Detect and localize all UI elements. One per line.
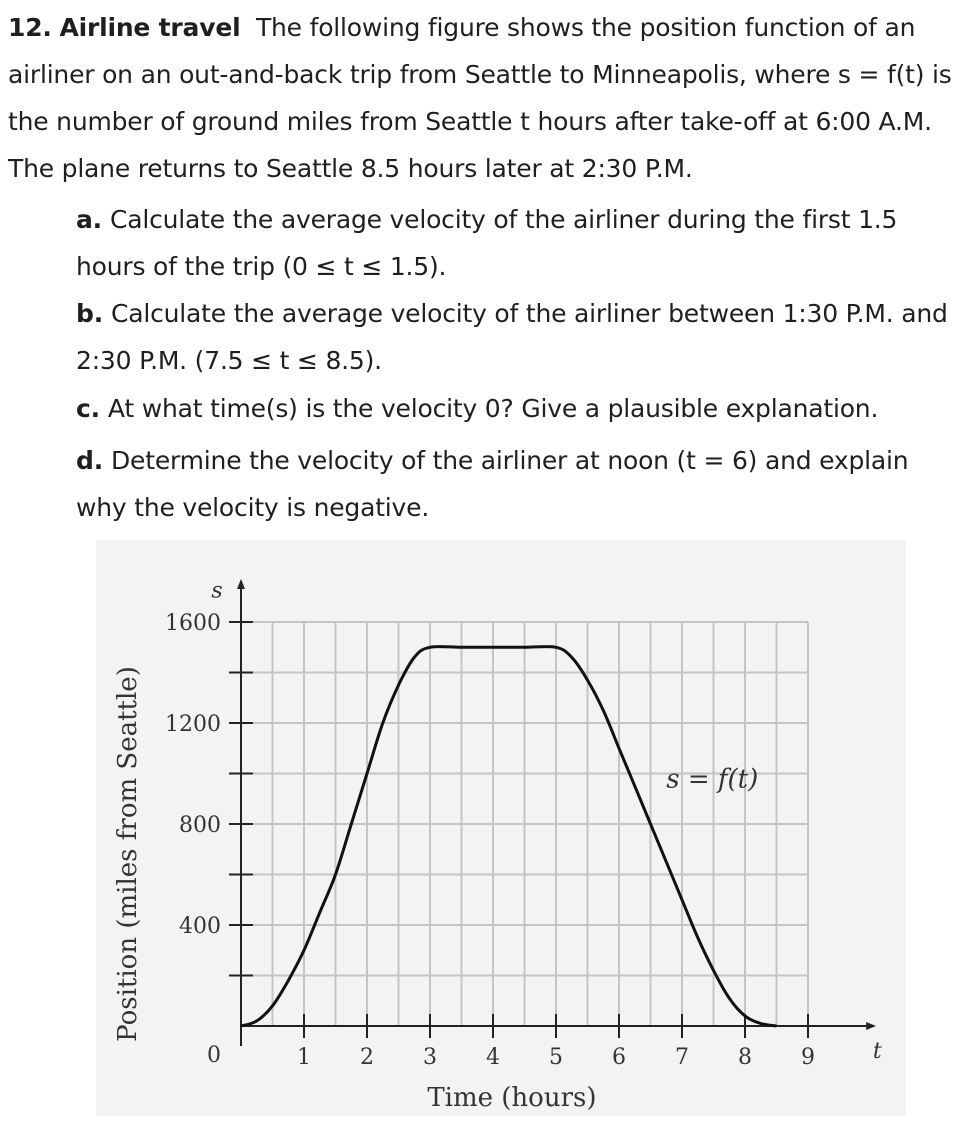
- intro-line-2: airliner on an out-and-back trip from Seattle to Minneapolis, where s = f(t) is: [8, 60, 952, 89]
- part-text: Determine the velocity of the airliner at noon (t = 6) and explain: [111, 446, 909, 475]
- y-tick-label: 1200: [165, 712, 221, 737]
- x-tick-label: 1: [297, 1045, 311, 1070]
- part-a: [76, 196, 961, 290]
- x-tick-label: 9: [801, 1045, 815, 1070]
- part-b: [76, 290, 961, 384]
- origin-label: 0: [207, 1043, 221, 1068]
- part-text: why the velocity is negative.: [76, 493, 430, 522]
- problem-number: 12.: [8, 13, 52, 42]
- part-text: hours of the trip (0 ≤ t ≤ 1.5).: [76, 252, 447, 281]
- problem-title: Airline travel: [59, 13, 241, 42]
- x-axis-symbol: t: [872, 1039, 882, 1064]
- x-tick-label: 3: [423, 1045, 437, 1070]
- x-tick-label: 2: [360, 1045, 374, 1070]
- intro-text: The following figure shows the position function of an: [255, 13, 916, 42]
- part-text: Calculate the average velocity of the airliner during the first 1.5: [109, 205, 898, 234]
- x-tick-label: 7: [675, 1045, 689, 1070]
- y-tick-label: 400: [179, 914, 221, 939]
- part-label: d.: [76, 446, 103, 475]
- y-tick-label: 800: [179, 813, 221, 838]
- problem-statement: [8, 4, 963, 192]
- intro-line-3: the number of ground miles from Seattle t hours after take-off at 6:00 A.M.: [8, 107, 932, 136]
- part-label: c.: [76, 394, 100, 423]
- y-axis-title: Position (miles from Seattle): [113, 666, 143, 1042]
- part-text: At what time(s) is the velocity 0? Give a plausible explanation.: [107, 394, 879, 423]
- x-tick-label: 8: [738, 1045, 752, 1070]
- x-tick-label: 6: [612, 1045, 626, 1070]
- part-text: 2:30 P.M. (7.5 ≤ t ≤ 8.5).: [76, 346, 382, 375]
- curve-label: s = f(t): [666, 764, 759, 795]
- x-tick-label: 5: [549, 1045, 563, 1070]
- part-text: Calculate the average velocity of the airliner between 1:30 P.M. and: [111, 299, 948, 328]
- part-label: a.: [76, 205, 102, 234]
- part-label: b.: [76, 299, 103, 328]
- y-axis-symbol: s: [211, 578, 223, 604]
- chart-svg: [96, 540, 906, 1116]
- part-c: [76, 385, 961, 432]
- intro-line-4: The plane returns to Seattle 8.5 hours later at 2:30 P.M.: [8, 154, 693, 183]
- series-line-position: [241, 647, 777, 1026]
- x-axis-title: Time (hours): [427, 1083, 597, 1113]
- y-tick-label: 1600: [165, 611, 221, 636]
- tick-labels: [165, 611, 815, 1070]
- position-chart: [96, 540, 906, 1116]
- x-tick-label: 4: [486, 1045, 500, 1070]
- intro-line-1: [8, 4, 963, 51]
- part-d: [76, 437, 961, 531]
- grid: [241, 622, 808, 1026]
